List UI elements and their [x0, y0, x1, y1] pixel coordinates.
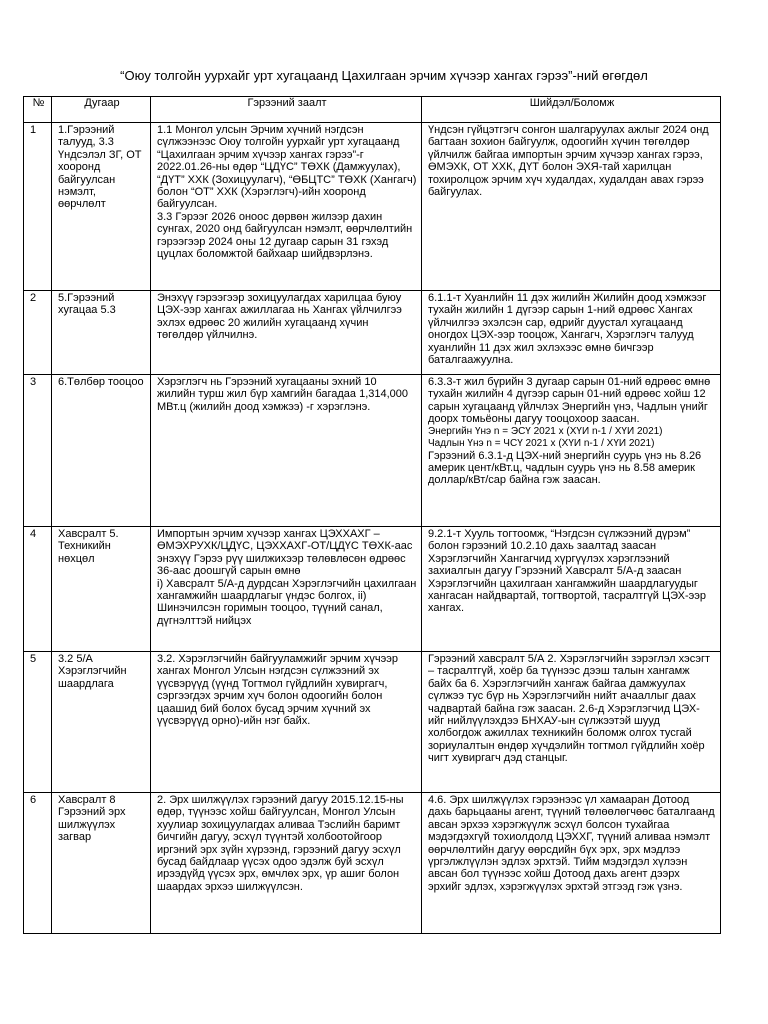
row-clause [151, 375, 422, 527]
row-number: 2 [24, 291, 52, 375]
document-title: “Оюу толгойн уурхайг урт хугацаанд Цахилгаан эрчим хүчээр хангах гэрээ”-ний өгөгдөл [120, 68, 648, 83]
row-reference: 5.Гэрээний хугацаа 5.3 [52, 291, 151, 375]
table-row [24, 652, 721, 793]
clause-paragraph: Энэхүү гэрээгээр зохицуулагдах харилцаа буюу ЦЭХ-ээр хангах ажиллагаа нь Хангах үйлчилгээ эхлэх өдрөөс 20 жилийн хугацаанд хүчин төгөлдөр үйлчилнэ. [157, 292, 402, 342]
row-solution [422, 652, 721, 793]
row-clause [151, 527, 422, 652]
solution-paragraph: Гэрээний хавсралт 5/А 2. Хэрэглэгчийн зэрэглэл хэсэгт – тасралтгүй, хоёр ба түүнээс дээш талын хангамж байх ба 6. Хэрэглэгчийн хангаж байгаа дамжуулах сүлжээ тус бүр нь Хэрэглэгчийн нийт ачааллыг даах чадвартай байна гэж заасан. 2.6-д Хэрэглэгчид ЦЭХ-ийг нийлүүлэхдээ БНХАУ-ын сүлжээтэй шууд холбогдож ажиллах техникийн боломж олгох тусгай зориулалтын өндөр хүчдэлийн тогтмол гүйдлийн хоёр чигт хувиргагч дэд станцыг. [428, 653, 711, 765]
table-row [24, 793, 721, 934]
table-row [24, 375, 721, 527]
header-reference: Дугаар [52, 97, 151, 123]
row-number: 1 [24, 123, 52, 291]
energy-price-formula: Энергийн Үнэ n = ЭСҮ 2021 x (ХҮИ n-1 / ХҮИ 2021) [428, 425, 663, 437]
clause-paragraph: 3.2. Хэрэглэгчийн байгууламжийг эрчим хүчээр хангах Монгол Улсын нэгдсэн сүлжээний эх үүсвэрүүд (үүнд Тогтмол гүйдлийн хувиргагч, сэргээгдэх эрчим хүч болон одоогийн болон цаашид бий болох бусад эрчим хүчний эх үүсвэрүүд орно)-ийн нэг байх. [157, 653, 399, 728]
row-reference: 1.Гэрээний талууд, 3.3 Үндсэлэл ЗГ, ОТ хооронд байгуулсан нэмэлт, өөрчлөлт [52, 123, 151, 291]
solution-paragraph: Үндсэн гүйцэтгэгч сонгон шалгаруулах ажлыг 2024 онд багтаан зохион байгуулж, одоогийн хүчин төгөлдөр үйлчилж байгаа импортын эрчим хүчээр хангах гэрээ, ӨМЭХК, ОТ ХХК, ДҮТ болон ЭХЯ-тай харилцан тохиролцож эрчим хүч худалдах, худалдан авах гэрээ байгуулах. [428, 124, 709, 199]
solution-paragraph: Гэрээний 6.3.1-д ЦЭХ-ний энергийн суурь үнэ нь 8.26 америк цент/кВт.ц, чадлын суурь үнэ нь 8.58 америк доллар/кВт/сар байна гэж заасан. [428, 449, 702, 487]
row-number: 4 [24, 527, 52, 652]
row-number: 3 [24, 375, 52, 527]
solution-paragraph: 4.6. Эрх шилжүүлэх гэрээнээс үл хамааран Дотоод дахь барьцааны агент, түүний төлөөлөгчөөс баталгаанд авсан эрхээ хэрэгжүүлж эсхүл болсон тухайгаа мэдэгдэхгүй тохиолдолд ЦЭХХГ, түүний аливаа нэмэлт өөрчлөлтийн дагуу өөрсдийн бүх эрх, эрх мэдлээ үргэлжлүүлэн эдлэх эрхтэй. Тийм мэдэгдэл хүлээн авсан бол түүнээс хойш Дотоод дахь агент дээрх эрхийг эдлэх, хэрэгжүүлэх эрхтэй этгээд гэж үзнэ. [428, 794, 715, 893]
capacity-price-formula: Чадлын Үнэ n = ЧСҮ 2021 x (ХҮИ n-1 / ХҮИ 2021) [428, 437, 655, 449]
row-solution [422, 793, 721, 934]
row-reference: Хавсралт 5. Техникийн нөхцөл [52, 527, 151, 652]
row-reference: Хавсралт 8 Гэрээний эрх шилжүүлэх загвар [52, 793, 151, 934]
row-solution [422, 123, 721, 291]
row-reference: 6.Төлбөр тооцоо [52, 375, 151, 527]
header-number: № [24, 97, 52, 123]
row-solution [422, 291, 721, 375]
row-reference: 3.2 5/А Хэрэглэгчийн шаардлага [52, 652, 151, 793]
row-number: 6 [24, 793, 52, 934]
row-clause [151, 123, 422, 291]
row-number: 5 [24, 652, 52, 793]
row-solution [422, 527, 721, 652]
clause-paragraph: 1.1 Монгол улсын Эрчим хүчний нэгдсэн сүлжээнээс Оюу толгойн уурхайг урт хугацаанд “Цахилгаан эрчим хүчээр хангах гэрээ”-г 2022.01.26-ны өдөр “ЦДҮС” ТӨХК (Дамжуулах), “ДҮТ” ХХК (Зохицуулагч), “ӨБЦТС” ТӨХК (Хангагч) болон “ОТ” ХХК (Хэрэглэгч)-ийн хооронд байгуулсан. [157, 124, 417, 211]
row-solution [422, 375, 721, 527]
table-row [24, 527, 721, 652]
clause-paragraph: 2. Эрх шилжүүлэх гэрээний дагуу 2015.12.15-ны өдөр, түүнээс хойш байгуулсан, Монгол Улсын хуулиар зохицуулагдах аливаа Тэслийн баримт бичгийн дагуу, эсхүл түүнтэй холбоотойгоор иргэний эрх зүйн хүрээнд, гэрээний дагуу эсхүл бусад байдлаар үүсэх одоо эдэлж буй эсхүл ирээдүйд үүсэх эрх, өмчлөх эрх, үр ашиг болон шаардах эрхээ шилжүүлсэн. [157, 794, 404, 893]
row-clause [151, 652, 422, 793]
clause-paragraph: Импортын эрчим хүчээр хангах ЦЭХХАХГ – ӨМЭХРУХК/ЦДҮС, ЦЭХХАХГ-ОТ/ЦДҮС ТӨХК-аас энэхүү Гэрээ рүү шилжихээр төлөвлөсөн өдрөөс 36-аас доошгүй сарын өмнө [157, 528, 413, 578]
table-header-row [24, 97, 721, 123]
clause-paragraph: i) Хавсралт 5/А-д дурдсан Хэрэглэгчийн цахилгаан хангамжийн шаардлагыг үндэс болгох, ii) Шинэчилсэн горимын тооцоо, түүний санал, дүгнэлттэй нийцэх [157, 577, 417, 627]
solution-paragraph: 6.3.3-т жил бүрийн 3 дугаар сарын 01-ний өдрөөс өмнө тухайн жилийн 4 дүгээр сарын 01-ний өдрөөс хойш 12 сарын хугацаанд үйлчлэх Энергийн үнэ, Чадлын үнийг доорх томьёоны дагуу тооцохоор заасан. [428, 376, 711, 426]
table-row [24, 123, 721, 291]
clause-paragraph: Хэрэглэгч нь Гэрээний хугацааны эхний 10 жилийн турш жил бүр хамгийн багадаа 1,314,000 МВт.ц (жилийн доод хэмжээ) -г хэрэглэнэ. [157, 376, 409, 413]
solution-paragraph: 6.1.1-т Хуанлийн 11 дэх жилийн Жилийн доод хэмжээг тухайн жилийн 1 дүгээр сарын 1-ний өдрөөс Хангах үйлчилгээ эхэлсэн сар, өдрийг дуустал хугацаанд оногдох ЦЭХ-ээр тооцож, Хангагч, Хэрэглэгч талууд хуанлийн 11 дэх жил эхлэхээс өмнө бичгээр баталгаажуулна. [428, 292, 707, 367]
agreement-table [23, 96, 721, 934]
solution-paragraph: 9.2.1-т Хууль тогтоомж, “Нэгдсэн сүлжээний дүрэм” болон гэрээний 10.2.10 дахь заалтад заасан Хэрэглэгчийн Хангагчид хүргүүлэх хэрэглээний захиалгын дагуу Гэрээний Хавсралт 5/А-д заасан Хэрэглэгчийн цахилгаан хангамжийн шаардлагуудыг хангасан найдвартай, тогтвортой, тасралтгүй ЦЭХ-ээр хангах. [428, 528, 706, 615]
clause-paragraph: 3.3 Гэрээг 2026 оноос дөрвөн жилээр дахин сунгах, 2020 онд байгуулсан нэмэлт, өөрчлөлтийн гэрээгээр 2024 оны 12 дугаар сарын 31 гэхэд цуцлах боломжтой байхаар шийдвэрлэнэ. [157, 210, 413, 261]
row-clause [151, 291, 422, 375]
header-solution: Шийдэл/Боломж [422, 97, 721, 123]
header-clause: Гэрээний заалт [151, 97, 422, 123]
row-clause [151, 793, 422, 934]
table-row [24, 291, 721, 375]
